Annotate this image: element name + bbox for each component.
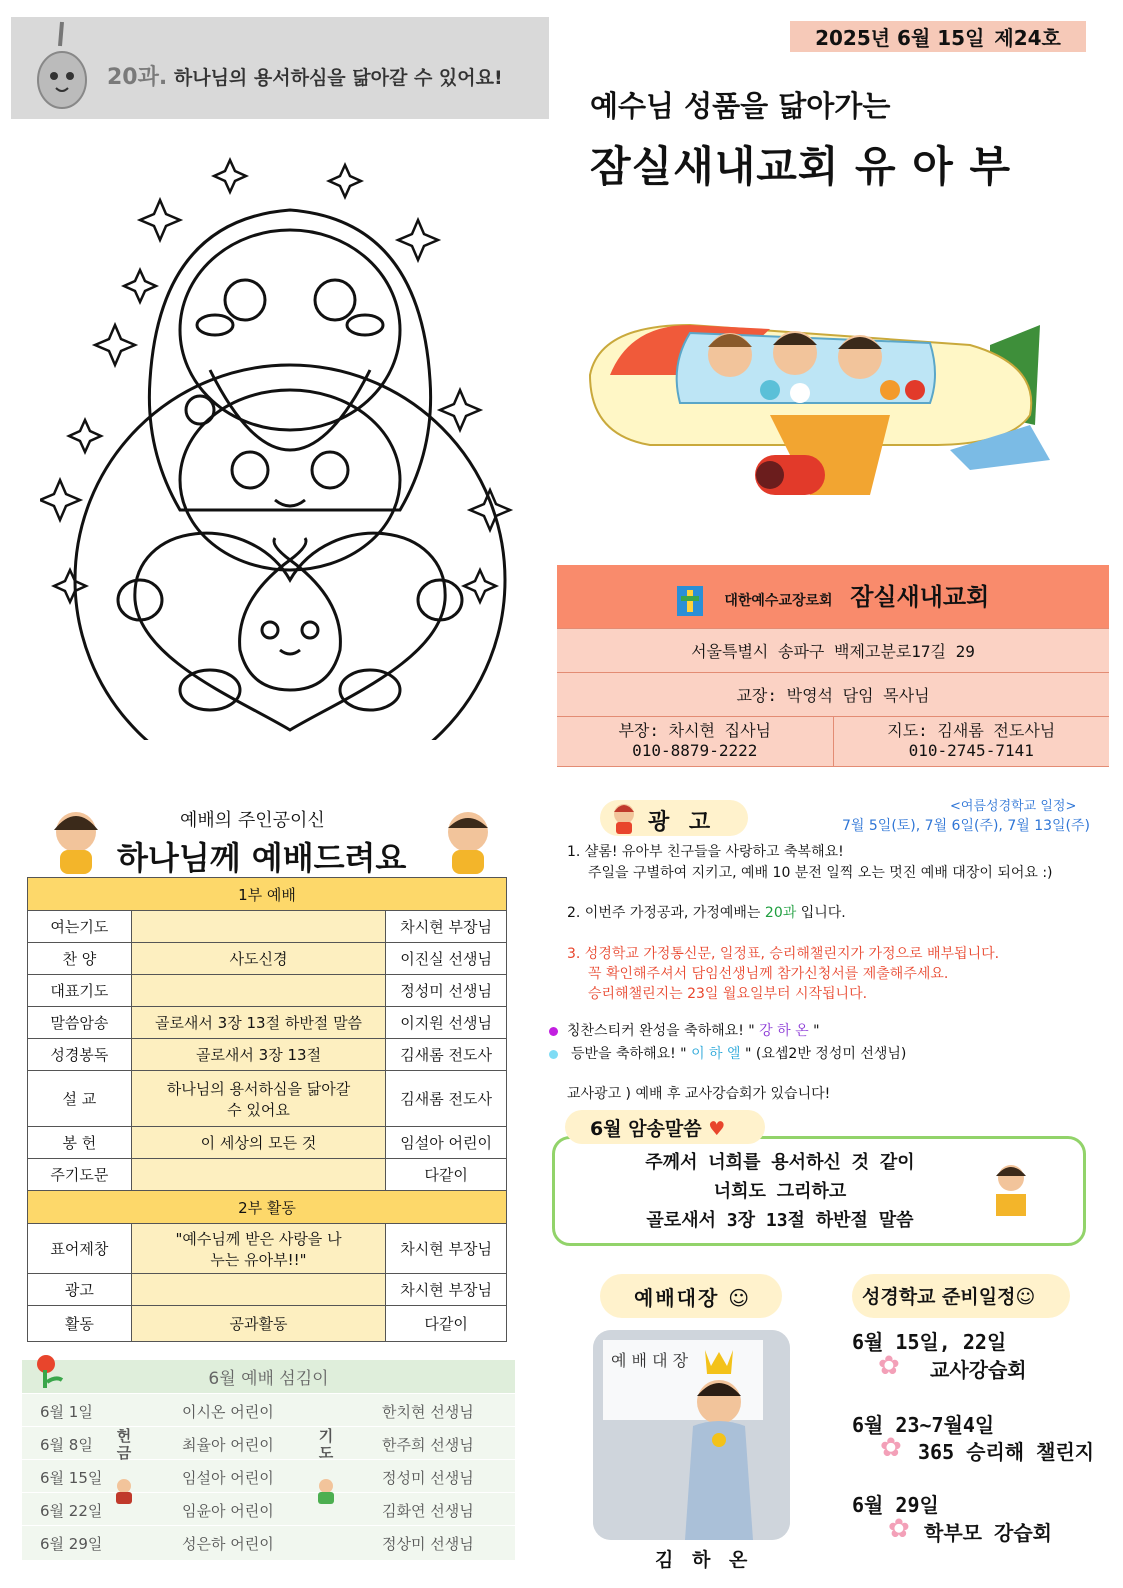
worship-row (28, 975, 507, 1007)
worship-content (131, 1159, 386, 1191)
part2-title: 2부 활동 (28, 1191, 507, 1224)
ad-item-2-lesson: 20과 (764, 905, 797, 921)
ad-item-2 (567, 903, 846, 924)
servant-prayer: 김화연 선생님 (382, 1502, 474, 1520)
boy-character-icon (432, 806, 504, 876)
worship-row (28, 1274, 507, 1306)
flower-bullet-icon: ✿ (878, 1351, 900, 1381)
worship-row (28, 1007, 507, 1039)
worship-leader: 이지원 선생님 (386, 1007, 507, 1039)
worship-row (28, 1306, 507, 1342)
vbs-prep-event: 365 승리해 챌린지 (918, 1440, 1095, 1464)
servant-date: 6월 29일 (40, 1535, 103, 1553)
worship-row (28, 911, 507, 943)
church-head-cell (557, 716, 833, 766)
servant-date: 6월 22일 (40, 1502, 103, 1520)
church-info-table (557, 565, 1109, 767)
lesson-number: 20과. (107, 65, 168, 90)
worship-item: 말씀암송 (28, 1007, 132, 1039)
church-director-phone: 010-2745-7141 (908, 741, 1034, 760)
servant-prayer: 정상미 선생님 (382, 1535, 474, 1553)
ad-promo-name: 이 하 엘 (691, 1046, 741, 1062)
ad-sticker-end: " (808, 1023, 820, 1039)
servant-offering: 최율아 어린이 (182, 1436, 274, 1454)
worship-leader: 차시현 부장님 (386, 911, 507, 943)
memory-verse-text (560, 1148, 1000, 1235)
worship-leader: 다같이 (386, 1306, 507, 1342)
prayer-child-icon (314, 1478, 338, 1506)
worship-row (28, 943, 507, 975)
lesson-title-text: 하나님의 용서하심을 닮아갈 수 있어요! (173, 67, 503, 89)
captain-photo (593, 1330, 790, 1540)
worship-content: "예수님께 받은 사랑을 나누는 유아부!!" (131, 1224, 386, 1274)
church-head-phone: 010-8879-2222 (632, 741, 758, 760)
worship-content: 골로새서 3장 13절 (131, 1039, 386, 1071)
church-director-cell (833, 716, 1109, 766)
vbs-prep-date: 6월 15일, 22일 (852, 1330, 1007, 1354)
worship-leader: 임설아 어린이 (386, 1127, 507, 1159)
worship-content (131, 975, 386, 1007)
servant-offering: 이시온 어린이 (182, 1403, 274, 1421)
worship-leader: 김새롬 전도사 (386, 1071, 507, 1127)
ad-item-1a: 1. 샬롬! 유아부 친구들을 사랑하고 축복해요! (567, 844, 844, 860)
servant-row (22, 1459, 515, 1492)
worship-leader: 이진실 선생님 (386, 943, 507, 975)
girl-character-icon (40, 806, 112, 876)
ad-item-1b: 주일을 구별하여 지키고, 예배 10 분전 일찍 오는 멋진 예배 대장이 되어요 :) (588, 865, 1053, 881)
ad-promo-end: " (요셉2반 정성미 선생님) (740, 1046, 907, 1062)
servant-date: 6월 15일 (40, 1469, 103, 1487)
flower-icon (28, 1352, 64, 1392)
servant-prayer: 한주희 선생님 (382, 1436, 474, 1454)
airplane-illustration (570, 285, 1070, 515)
worship-item: 주기도문 (28, 1159, 132, 1191)
worship-row (28, 1071, 507, 1127)
servant-prayer: 정성미 선생님 (382, 1469, 474, 1487)
church-director-role: 지도: 김새롬 전도사님 (887, 721, 1056, 740)
verse-line: 주께서 너희를 용서하신 것 같이 (645, 1152, 915, 1173)
worship-content (131, 1274, 386, 1306)
worship-item: 광고 (28, 1274, 132, 1306)
captain-title (634, 1282, 751, 1311)
issue-date: 2025년 6월 15일 (815, 26, 985, 50)
ad-item-2a: 2. 이번주 가정공과, 가정예배는 (567, 905, 765, 921)
servant-prayer: 한치현 선생님 (382, 1403, 474, 1421)
captain-name: 김 하 온 (655, 1549, 754, 1571)
vbs-prep-date: 6월 29일 (852, 1493, 939, 1517)
servants-title: 6월 예배 섬김이 (22, 1360, 515, 1393)
ad-promotion (571, 1044, 906, 1065)
verse-line: 너희도 그리하고 (713, 1181, 847, 1202)
worship-item: 활동 (28, 1306, 132, 1342)
worship-content: 골로새서 3장 13절 하반절 말씀 (131, 1007, 386, 1039)
church-header-cell (557, 565, 1109, 628)
worship-content: 사도신경 (131, 943, 386, 975)
bullet-blue-icon (549, 1050, 558, 1059)
offering-label: 헌금 (116, 1427, 132, 1462)
worship-content: 이 세상의 모든 것 (131, 1127, 386, 1159)
page-title: 잠실새내교회 유 아 부 (590, 142, 1012, 191)
worship-subtitle: 예배의 주인공이신 (180, 810, 325, 831)
ad-sticker (567, 1021, 820, 1042)
reading-girl-icon (988, 1160, 1034, 1222)
servant-offering: 임윤아 어린이 (182, 1502, 274, 1520)
ad-sticker-name: 강 하 온 (759, 1023, 809, 1039)
issue-date-box (790, 21, 1086, 52)
church-name: 잠실새내교회 (850, 583, 990, 611)
worship-leader: 김새롬 전도사 (386, 1039, 507, 1071)
captain-sign-text: 예 배 대 장 (611, 1351, 689, 1370)
issue-number: 제24호 (994, 26, 1061, 50)
worship-leader: 차시현 부장님 (386, 1274, 507, 1306)
vbs-schedule-dates: 7월 5일(토), 7월 6일(주), 7월 13일(주) (842, 818, 1090, 834)
vbs-prep-event: 학부모 강습회 (924, 1521, 1052, 1545)
captain-title-text: 예배대장 (634, 1286, 720, 1310)
ad-item-3b: 꼭 확인해주셔서 담임선생님께 참가신청서를 제출해주세요. (588, 966, 949, 982)
worship-item: 설 교 (28, 1071, 132, 1127)
church-head-role: 부장: 차시현 집사님 (618, 721, 772, 740)
servant-offering: 성은하 어린이 (182, 1535, 274, 1553)
heart-icon: ♥ (708, 1118, 726, 1140)
ad-item-3a: 3. 성경학교 가정통신문, 일정표, 승리해챌린지가 가정으로 배부됩니다. (567, 946, 1000, 962)
servant-row (22, 1525, 515, 1558)
worship-row (28, 1159, 507, 1191)
flower-bullet-icon: ✿ (880, 1433, 902, 1463)
worship-item: 봉 헌 (28, 1127, 132, 1159)
church-address: 서울특별시 송파구 백제고분로17길 29 (557, 628, 1109, 672)
memory-verse-title (590, 1114, 725, 1141)
worship-row (28, 1224, 507, 1274)
vbs-prep-title (862, 1282, 1035, 1309)
servant-date: 6월 8일 (40, 1436, 93, 1454)
worship-item: 표어제창 (28, 1224, 132, 1274)
page-subtitle: 예수님 성품을 닮아가는 (590, 89, 891, 123)
worship-row (28, 1127, 507, 1159)
character-icon (606, 800, 642, 836)
bullet-purple-icon (549, 1027, 558, 1036)
memory-verse-title-text: 6월 암송말씀 (590, 1118, 702, 1140)
part1-title: 1부 예배 (28, 878, 507, 911)
seed-mascot-icon (22, 18, 102, 116)
worship-row (28, 1039, 507, 1071)
worship-leader: 정성미 선생님 (386, 975, 507, 1007)
worship-item: 여는기도 (28, 911, 132, 943)
worship-item: 대표기도 (28, 975, 132, 1007)
church-denomination: 대한예수교장로회 (724, 593, 833, 609)
worship-leader: 다같이 (386, 1159, 507, 1191)
ad-teacher: 교사광고 ) 예배 후 교사강습회가 있습니다! (567, 1086, 831, 1102)
ad-promo-text: 등반을 축하해요! " (571, 1046, 692, 1062)
smile-icon: ☺ (1015, 1286, 1036, 1308)
vbs-prep-title-text: 성경학교 준비일정 (862, 1286, 1016, 1308)
worship-content (131, 911, 386, 943)
vbs-prep-date: 6월 23~7월4일 (852, 1413, 995, 1437)
ad-sticker-text: 칭찬스티커 완성을 축하해요! " (567, 1023, 760, 1039)
servant-row (22, 1426, 515, 1459)
lesson-title (107, 60, 503, 91)
vbs-schedule-title: <여름성경학교 일정> (950, 799, 1077, 814)
worship-title: 하나님께 예배드려요 (117, 839, 407, 877)
worship-item: 찬 양 (28, 943, 132, 975)
vbs-prep-event: 교사강습회 (930, 1358, 1027, 1382)
ad-title: 광 고 (648, 810, 717, 835)
church-logo-icon (677, 586, 703, 616)
servant-row (22, 1492, 515, 1525)
worship-content: 하나님의 용서하심을 닮아갈 수 있어요 (131, 1071, 386, 1127)
church-pastor: 교장: 박영석 담임 목사님 (557, 672, 1109, 716)
servant-offering: 임설아 어린이 (182, 1469, 274, 1487)
coloring-illustration (40, 150, 540, 740)
worship-leader: 차시현 부장님 (386, 1224, 507, 1274)
ad-item-2c: 입니다. (796, 905, 846, 921)
ad-item-3c: 승리해챌린지는 23일 월요일부터 시작됩니다. (588, 986, 868, 1002)
offering-child-icon (112, 1478, 136, 1506)
worship-content: 공과활동 (131, 1306, 386, 1342)
verse-line: 골로새서 3장 13절 하반절 말씀 (646, 1210, 914, 1231)
prayer-label: 기도 (318, 1427, 334, 1462)
worship-order-table (27, 877, 507, 1342)
smile-icon: ☺ (728, 1286, 752, 1310)
flower-bullet-icon: ✿ (888, 1514, 910, 1544)
captain-photo-image (593, 1330, 790, 1540)
servant-date: 6월 1일 (40, 1403, 93, 1421)
servant-row (22, 1393, 515, 1426)
worship-item: 성경봉독 (28, 1039, 132, 1071)
